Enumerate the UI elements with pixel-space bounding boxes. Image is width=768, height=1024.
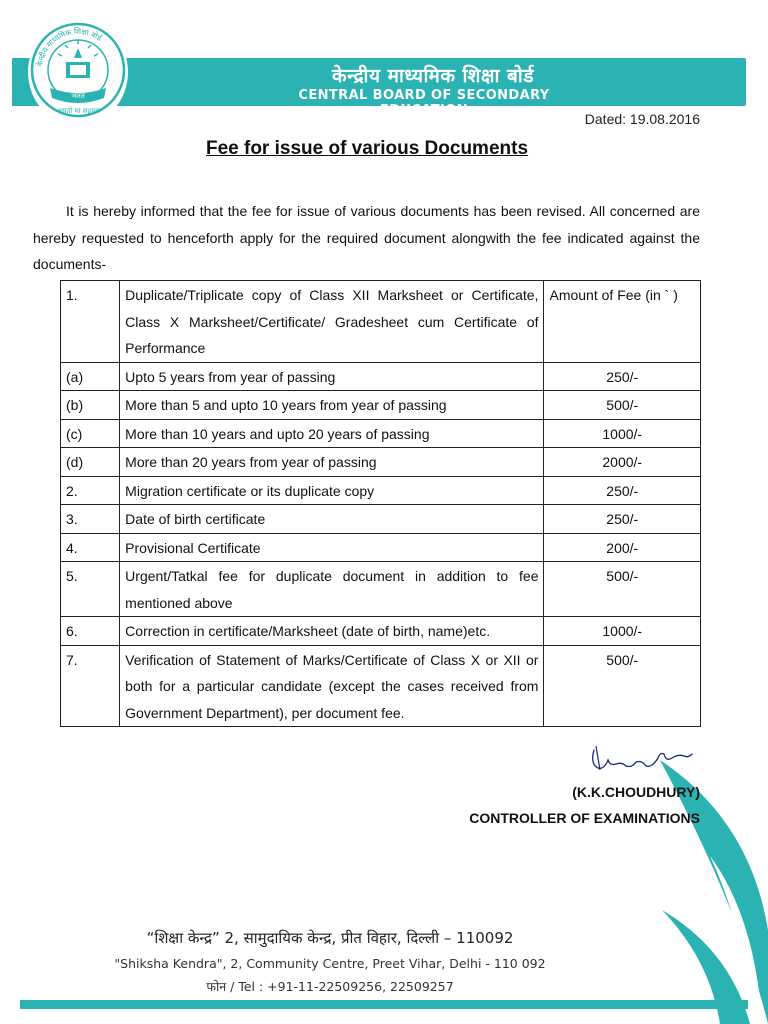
footer-band [20, 1000, 748, 1009]
item-description: Duplicate/Triplicate copy of Class XII Marksheet or Certificate, Class X Marksheet/Certificate/ Gradesheet cum Certificate of Performance [120, 281, 544, 363]
table-row [61, 617, 701, 646]
signatory-designation: CONTROLLER OF EXAMINATIONS [469, 810, 700, 826]
table-row [61, 362, 701, 391]
logo-ring-text: केन्द्रीय माध्यमिक शिक्षा बोर्ड [35, 26, 104, 67]
item-description: Verification of Statement of Marks/Certificate of Class X or XII or both for a particular candidate (except the cases received from Government Department), per document fee. [120, 645, 544, 727]
logo-motto: असतो मा सद्गमय [56, 107, 100, 115]
table-row [61, 476, 701, 505]
cbse-logo [28, 18, 128, 126]
address-english: "Shiksha Kendra", 2, Community Centre, Preet Vihar, Delhi - 110 092 [114, 956, 546, 971]
table-row [61, 505, 701, 534]
item-description: Provisional Certificate [120, 533, 544, 562]
item-fee: 2000/- [544, 448, 701, 477]
intro-paragraph [33, 198, 700, 278]
item-fee: 500/- [544, 391, 701, 420]
item-fee: 250/- [544, 505, 701, 534]
table-row [61, 419, 701, 448]
table-row [61, 448, 701, 477]
item-description: More than 10 years and upto 20 years of passing [120, 419, 544, 448]
item-fee: 200/- [544, 533, 701, 562]
cbse-emblem-icon [28, 18, 128, 126]
item-number: 5. [61, 562, 120, 617]
board-name-hindi: केन्द्रीय माध्यमिक शिक्षा बोर्ड [332, 65, 534, 87]
document-title: Fee for issue of various Documents [205, 138, 529, 159]
table-header-row [61, 281, 701, 363]
item-fee: 1000/- [544, 419, 701, 448]
item-description: Migration certificate or its duplicate copy [120, 476, 544, 505]
item-description: More than 5 and upto 10 years from year of passing [120, 391, 544, 420]
phone-numbers: फोन / Tel : +91-11-22509256, 22509257 [206, 979, 454, 994]
signature [588, 742, 696, 776]
item-fee: 1000/- [544, 617, 701, 646]
item-description: More than 20 years from year of passing [120, 448, 544, 477]
item-description: Date of birth certificate [120, 505, 544, 534]
table-row [61, 533, 701, 562]
board-name-english: CENTRAL BOARD OF SECONDARY EDUCATION [298, 88, 550, 118]
signatory-name: (K.K.CHOUDHURY) [572, 784, 700, 800]
fee-table [60, 280, 701, 727]
issue-date: Dated: 19.08.2016 [584, 111, 700, 127]
item-number: (c) [61, 419, 120, 448]
item-number: 7. [61, 645, 120, 727]
item-number: 2. [61, 476, 120, 505]
item-number: (d) [61, 448, 120, 477]
header-band-edge [12, 58, 26, 106]
item-number: 1. [61, 281, 120, 363]
item-number: 3. [61, 505, 120, 534]
table-row [61, 645, 701, 727]
item-fee: 500/- [544, 562, 701, 617]
item-description: Correction in certificate/Marksheet (date of birth, name)etc. [120, 617, 544, 646]
item-description: Upto 5 years from year of passing [120, 362, 544, 391]
amount-column-header: Amount of Fee (in ` ) [544, 281, 701, 363]
table-row [61, 562, 701, 617]
item-number: (b) [61, 391, 120, 420]
item-number: 6. [61, 617, 120, 646]
logo-ribbon-text: भारत [71, 92, 85, 100]
item-fee: 500/- [544, 645, 701, 727]
item-fee: 250/- [544, 362, 701, 391]
item-number: 4. [61, 533, 120, 562]
table-row [61, 391, 701, 420]
item-number: (a) [61, 362, 120, 391]
item-fee: 250/- [544, 476, 701, 505]
intro-text: It is hereby informed that the fee for issue of various documents has been revised. All concerned are hereby requested to henceforth apply for the required document alongwith the fee indicated against the documents- [33, 203, 700, 272]
address-hindi: “शिक्षा केन्द्र” 2, सामुदायिक केन्द्र, प्रीत विहार, दिल्ली – 110092 [146, 929, 514, 947]
item-description: Urgent/Tatkal fee for duplicate document in addition to fee mentioned above [120, 562, 544, 617]
